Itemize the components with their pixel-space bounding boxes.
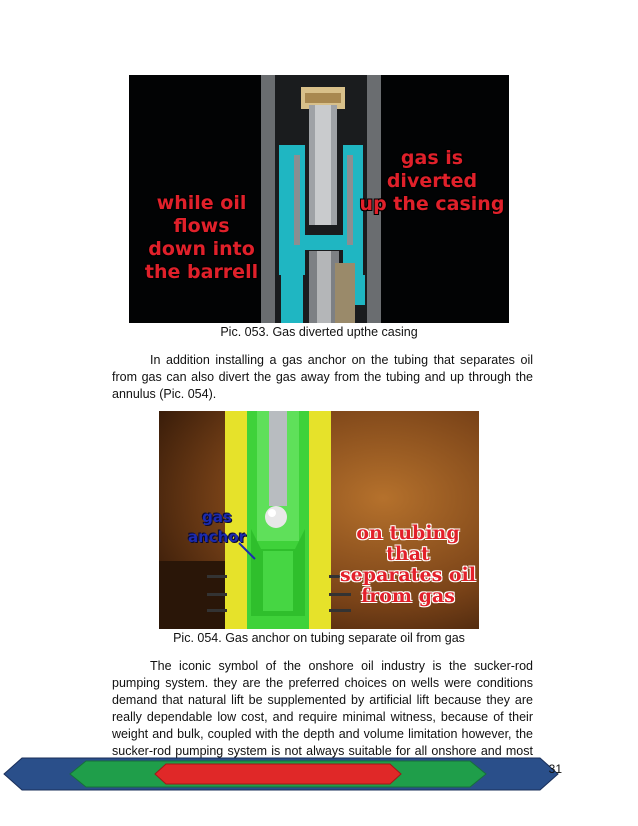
paragraph-text: The iconic symbol of the onshore oil industry is the sucker-rod pumping system. they are the preferred choices on wells were conditions demand that natural lift be supplemented by artificial lift because they are really dependable low cost, and require minimal witness, because of their weight and bulk, coupled with the depth and volume limitation however, the sucker-rod pumping system is not always suitable for all onshore and most <box>112 659 533 758</box>
figure-2-caption: Pic. 054. Gas anchor on tubing separate oil from gas <box>173 631 465 645</box>
overlay-text-gas-diverted <box>357 147 507 216</box>
paragraph-text: In addition installing a gas anchor on the tubing that separates oil from gas can also divert the gas away from the tubing and up through the annulus (Pic. 054). <box>112 353 533 401</box>
overlay-line: that <box>386 543 430 565</box>
figure-gas-diverted <box>129 75 509 323</box>
figure-1-caption: Pic. 053. Gas diverted upthe casing <box>220 325 418 339</box>
footer-decoration <box>0 754 638 794</box>
overlay-text-oil-flows <box>129 192 274 284</box>
label-line: anchor <box>187 528 247 546</box>
overlay-line: down into <box>148 238 255 260</box>
page-number: 31 <box>548 762 562 776</box>
body-paragraph-1 <box>112 352 533 403</box>
overlay-line: from gas <box>361 585 455 607</box>
overlay-line: while oil flows <box>156 192 247 237</box>
overlay-line: the barrell <box>144 261 259 283</box>
overlay-text-separates <box>337 523 479 607</box>
figure-gas-anchor <box>159 411 479 629</box>
overlay-line: on tubing <box>356 522 460 544</box>
overlay-line: up the casing <box>359 193 505 215</box>
overlay-line: separates oil <box>340 564 476 586</box>
overlay-line: gas is diverted <box>386 147 478 192</box>
label-line: gas <box>202 508 232 526</box>
label-gas-anchor <box>181 507 253 547</box>
